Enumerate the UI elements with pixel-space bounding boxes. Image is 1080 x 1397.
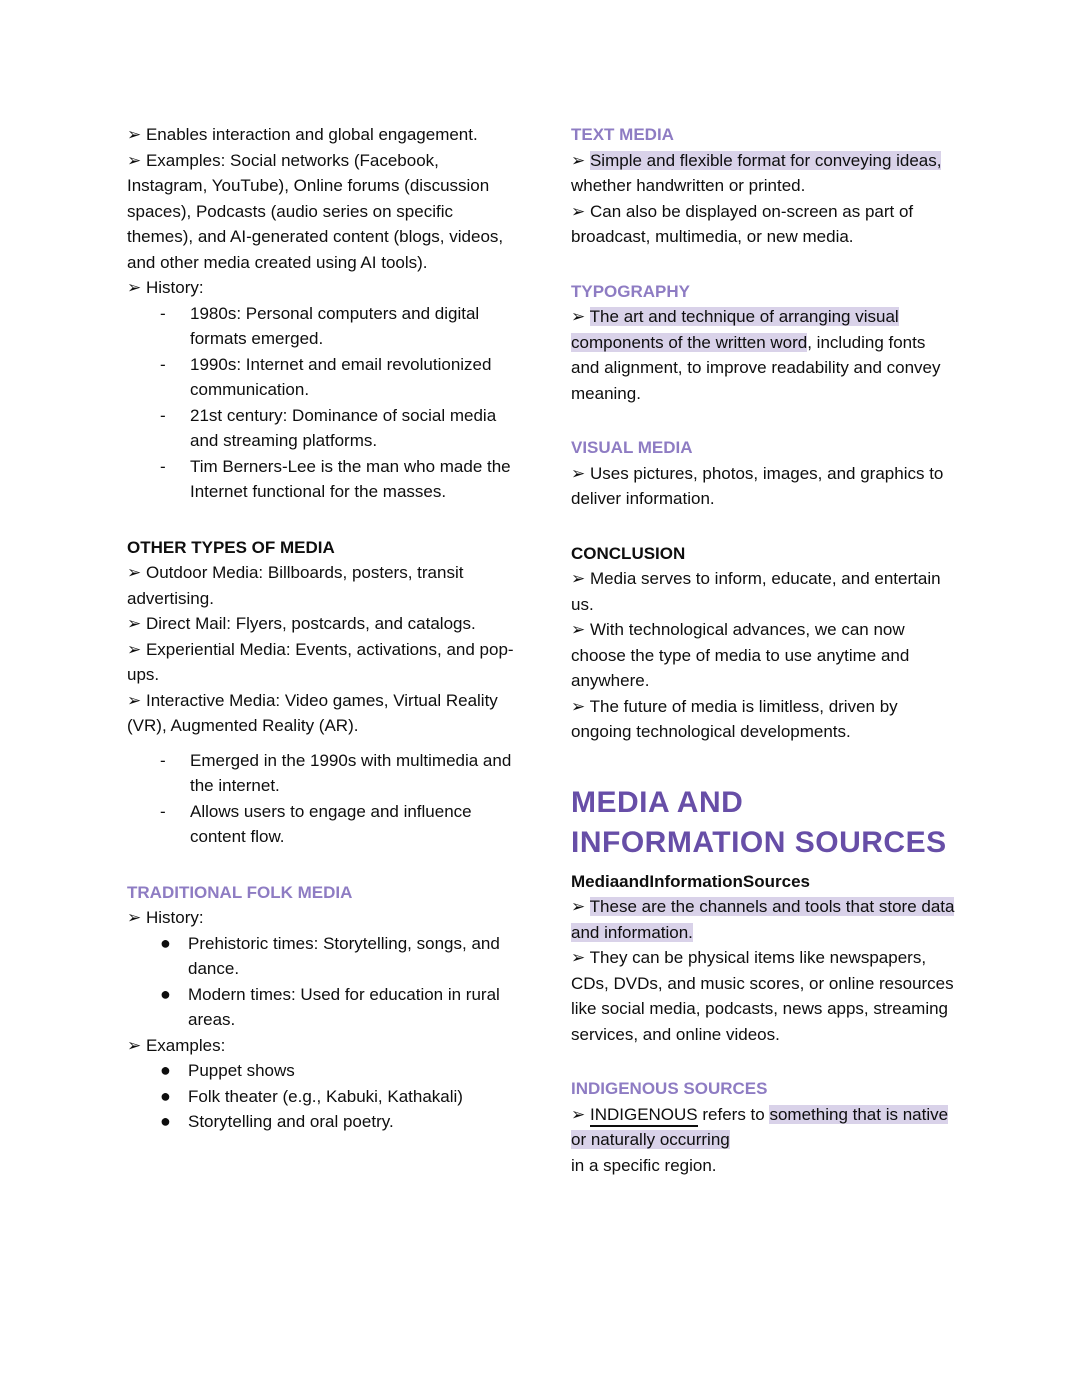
text-run: refers to (697, 1104, 770, 1124)
spacer (571, 250, 957, 279)
page-title: MEDIA AND INFORMATION SOURCES (571, 785, 947, 859)
bullet-list-item (127, 982, 517, 1033)
right-column (571, 122, 957, 1178)
text-run: Prehistoric times: Storytelling, songs, and dance. (188, 933, 500, 978)
paragraph (127, 637, 517, 688)
spacer (127, 739, 517, 748)
dash-list-item (127, 301, 517, 352)
paragraph (571, 199, 957, 250)
text-run: ➢ Outdoor Media: Billboards, posters, transit advertising. (127, 563, 464, 608)
paragraph (127, 122, 517, 148)
paragraph (127, 611, 517, 637)
paragraph (571, 945, 957, 1047)
bullet-marker: ● (160, 1111, 171, 1131)
paragraph (127, 1033, 517, 1059)
paragraph (571, 617, 957, 694)
text-run: whether handwritten or printed. (571, 176, 806, 195)
section-heading: CONCLUSION (571, 543, 686, 563)
dash-marker: - (160, 303, 166, 323)
paragraph (571, 894, 957, 945)
section-heading: TYPOGRAPHY (571, 281, 691, 301)
paragraph (571, 304, 957, 406)
text-run: ➢ They can be physical items like newspapers, CDs, DVDs, and music scores, or online resources like social media, podcasts, news apps, streaming services, and online videos. (571, 948, 954, 1044)
section-heading: TEXT MEDIA (571, 125, 674, 144)
dash-marker: - (160, 801, 166, 821)
text-run: ➢ Examples: (127, 1035, 226, 1055)
bullet-marker: ● (160, 1060, 171, 1080)
list-item-text (190, 748, 517, 799)
bullet-marker: ● (160, 932, 171, 953)
section-heading: TRADITIONAL FOLK MEDIA (127, 882, 353, 902)
paragraph (127, 688, 517, 739)
text-run: 1990s: Internet and email revolutionized communication. (190, 354, 492, 399)
bullet-list-item (127, 931, 517, 982)
paragraph (571, 148, 957, 199)
section-heading: VISUAL MEDIA (571, 438, 693, 457)
text-run: Tim Berners-Lee is the man who made the Internet functional for the masses. (190, 456, 511, 501)
text-run: ➢ Media serves to inform, educate, and entertain us. (571, 569, 941, 614)
paragraph (127, 148, 517, 276)
highlighted-text: something that is native or naturally occurring (571, 1104, 949, 1149)
paragraph (571, 1102, 957, 1179)
dash-list-item (127, 799, 517, 850)
section-heading: INDIGENOUS SOURCES (571, 1079, 768, 1098)
text-run: ➢ (571, 150, 590, 170)
paragraph (127, 560, 517, 611)
highlighted-text: The art and technique of arranging visual components of the written word (571, 307, 899, 352)
text-run: ➢ Uses pictures, photos, images, and graphics to deliver information. (571, 463, 944, 508)
text-run: Allows users to engage and influence content flow. (190, 801, 472, 846)
list-item-text (190, 352, 517, 403)
text-run: ➢ Can also be displayed on-screen as part of broadcast, multimedia, or new media. (571, 201, 914, 246)
list-item-text (190, 799, 517, 850)
text-run: , including fonts and alignment, to improve readability and convey meaning. (571, 332, 941, 403)
text-run: Storytelling and oral poetry. (188, 1112, 394, 1131)
spacer (571, 406, 957, 435)
text-run: ➢ (571, 897, 590, 916)
text-run: ➢ History: (127, 908, 204, 927)
spacer (127, 505, 517, 535)
dash-marker: - (160, 456, 166, 476)
text-run: ➢ (571, 1104, 590, 1124)
paragraph (127, 275, 517, 301)
dash-list-item (127, 748, 517, 799)
dash-list-item (127, 454, 517, 505)
dash-list-item (127, 403, 517, 454)
bullet-marker: ● (160, 1085, 171, 1106)
text-run: ➢ The future of media is limitless, driven by ongoing technological developments. (571, 696, 898, 741)
list-item-text (188, 931, 517, 982)
spacer (127, 850, 517, 880)
paragraph (571, 461, 957, 512)
text-run: 21st century: Dominance of social media and streaming platforms. (190, 405, 497, 450)
list-item-text (188, 1109, 517, 1135)
text-run: ➢ History: (127, 278, 204, 297)
list-item-text (188, 982, 517, 1033)
list-item-text (190, 403, 517, 454)
text-run: ➢ Examples: Social networks (Facebook, Instagram, YouTube), Online forums (discussion spaces), Podcasts (audio series on specific themes), and AI-generated content (blogs, videos, and other media created using AI tools). (127, 150, 504, 272)
text-run: Emerged in the 1990s with multimedia and the internet. (190, 750, 512, 795)
text-run: ➢ Enables interaction and global engagement. (127, 125, 478, 144)
text-run: ➢ Experiential Media: Events, activations, and pop-ups. (127, 639, 514, 684)
list-item-text (188, 1058, 517, 1084)
highlighted-text: Simple and flexible format for conveying ideas, (589, 150, 942, 170)
underlined-text: INDIGENOUS (590, 1105, 698, 1127)
text-run: ➢ With technological advances, we can now choose the type of media to use anytime and anywhere. (571, 620, 910, 690)
list-item-text (190, 301, 517, 352)
text-run: Folk theater (e.g., Kabuki, Kathakali) (188, 1086, 463, 1106)
text-run: 1980s: Personal computers and digital formats emerged. (190, 303, 480, 348)
text-run: ➢ (571, 307, 590, 326)
list-item-text (190, 454, 517, 505)
paragraph (571, 694, 957, 745)
spacer (571, 512, 957, 541)
left-column (127, 122, 517, 1135)
highlighted-text: These are the channels and tools that store data and information. (571, 897, 955, 942)
spacer (571, 745, 957, 783)
bullet-marker: ● (160, 983, 171, 1004)
text-run: in a specific region. (571, 1155, 717, 1175)
text-run: ➢ Interactive Media: Video games, Virtual Reality (VR), Augmented Reality (AR). (127, 690, 498, 735)
dash-list-item (127, 352, 517, 403)
text-run: Modern times: Used for education in rural areas. (188, 984, 500, 1029)
section-heading: MediaandInformationSources (571, 871, 810, 891)
paragraph (571, 566, 957, 617)
dash-marker: - (160, 405, 166, 425)
dash-marker: - (160, 750, 166, 770)
bullet-list-item (127, 1084, 517, 1110)
text-run: Puppet shows (188, 1061, 295, 1080)
bullet-list-item (127, 1058, 517, 1084)
dash-marker: - (160, 354, 166, 374)
text-run: ➢ Direct Mail: Flyers, postcards, and catalogs. (127, 614, 476, 633)
spacer (571, 1047, 957, 1076)
bullet-list-item (127, 1109, 517, 1135)
section-heading: OTHER TYPES OF MEDIA (127, 537, 335, 557)
paragraph (127, 905, 517, 931)
list-item-text (188, 1084, 517, 1110)
